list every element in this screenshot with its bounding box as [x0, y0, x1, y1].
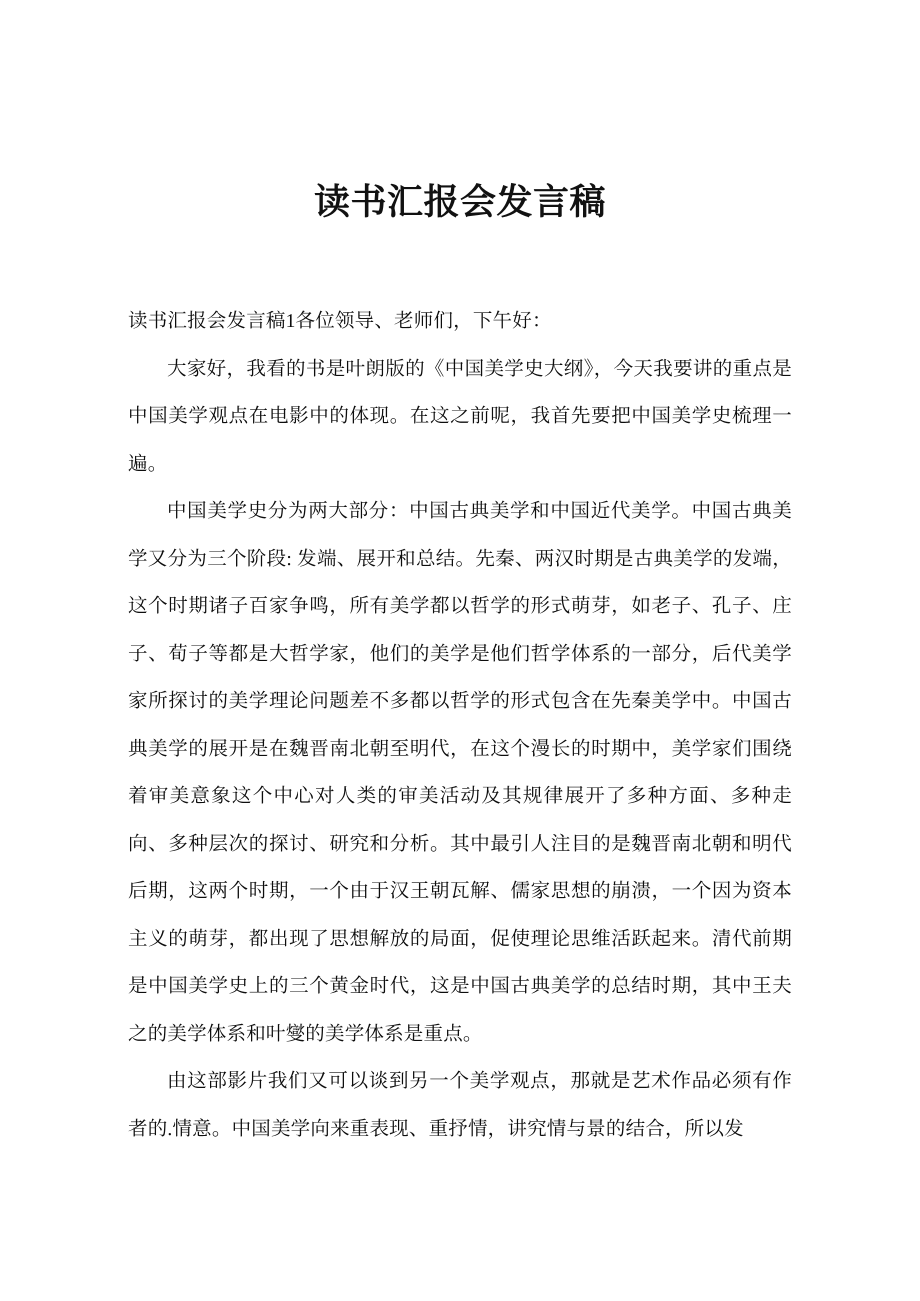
paragraph-introduction: 大家好，我看的书是叶朗版的《中国美学史大纲》，今天我要讲的重点是中国美学观点在电影中的体现。在这之前呢，我首先要把中国美学史梳理一遍。	[128, 358, 792, 475]
paragraph-aesthetics-history: 中国美学史分为两大部分：中国古典美学和中国近代美学。中国古典美学又分为三个阶段: 发端、展开和总结。先秦、两汉时期是古典美学的发端，这个时期诸子百家争鸣，所有美学都以哲学的形式萌芽，如老子、孔子、庄子、荀子等都是大哲学家，他们的美学是他们哲学体系的一部分，后代美学家所探讨的美学理论问题差不多都以哲学的形式包含在先秦美学中。中国古典美学的展开是在魏晋南北朝至明代，在这个漫长的时期中，美学家们围绕着审美意象这个中心对人类的审美活动及其规律展开了多种方面、多种走向、多种层次的探讨、研究和分析。其中最引人注目的是魏晋南北朝和明代后期，这两个时期，一个由于汉王朝瓦解、儒家思想的崩溃，一个因为资本主义的萌芽，都出现了思想解放的局面，促使理论思维活跃起来。清代前期是中国美学史上的三个黄金时代，这是中国古典美学的总结时期，其中王夫之的美学体系和叶燮的美学体系是重点。	[128, 501, 792, 1045]
page-title: 读书汇报会发言稿	[313, 181, 606, 223]
document-body	[128, 298, 792, 1153]
paragraph-film-viewpoint: 由这部影片我们又可以谈到另一个美学观点，那就是艺术作品必须有作者的.情意。中国美学向来重表现、重抒情，讲究情与景的结合，所以发	[128, 1071, 792, 1140]
paragraph-greeting: 读书汇报会发言稿1各位领导、老师们，下午好：	[128, 311, 552, 332]
